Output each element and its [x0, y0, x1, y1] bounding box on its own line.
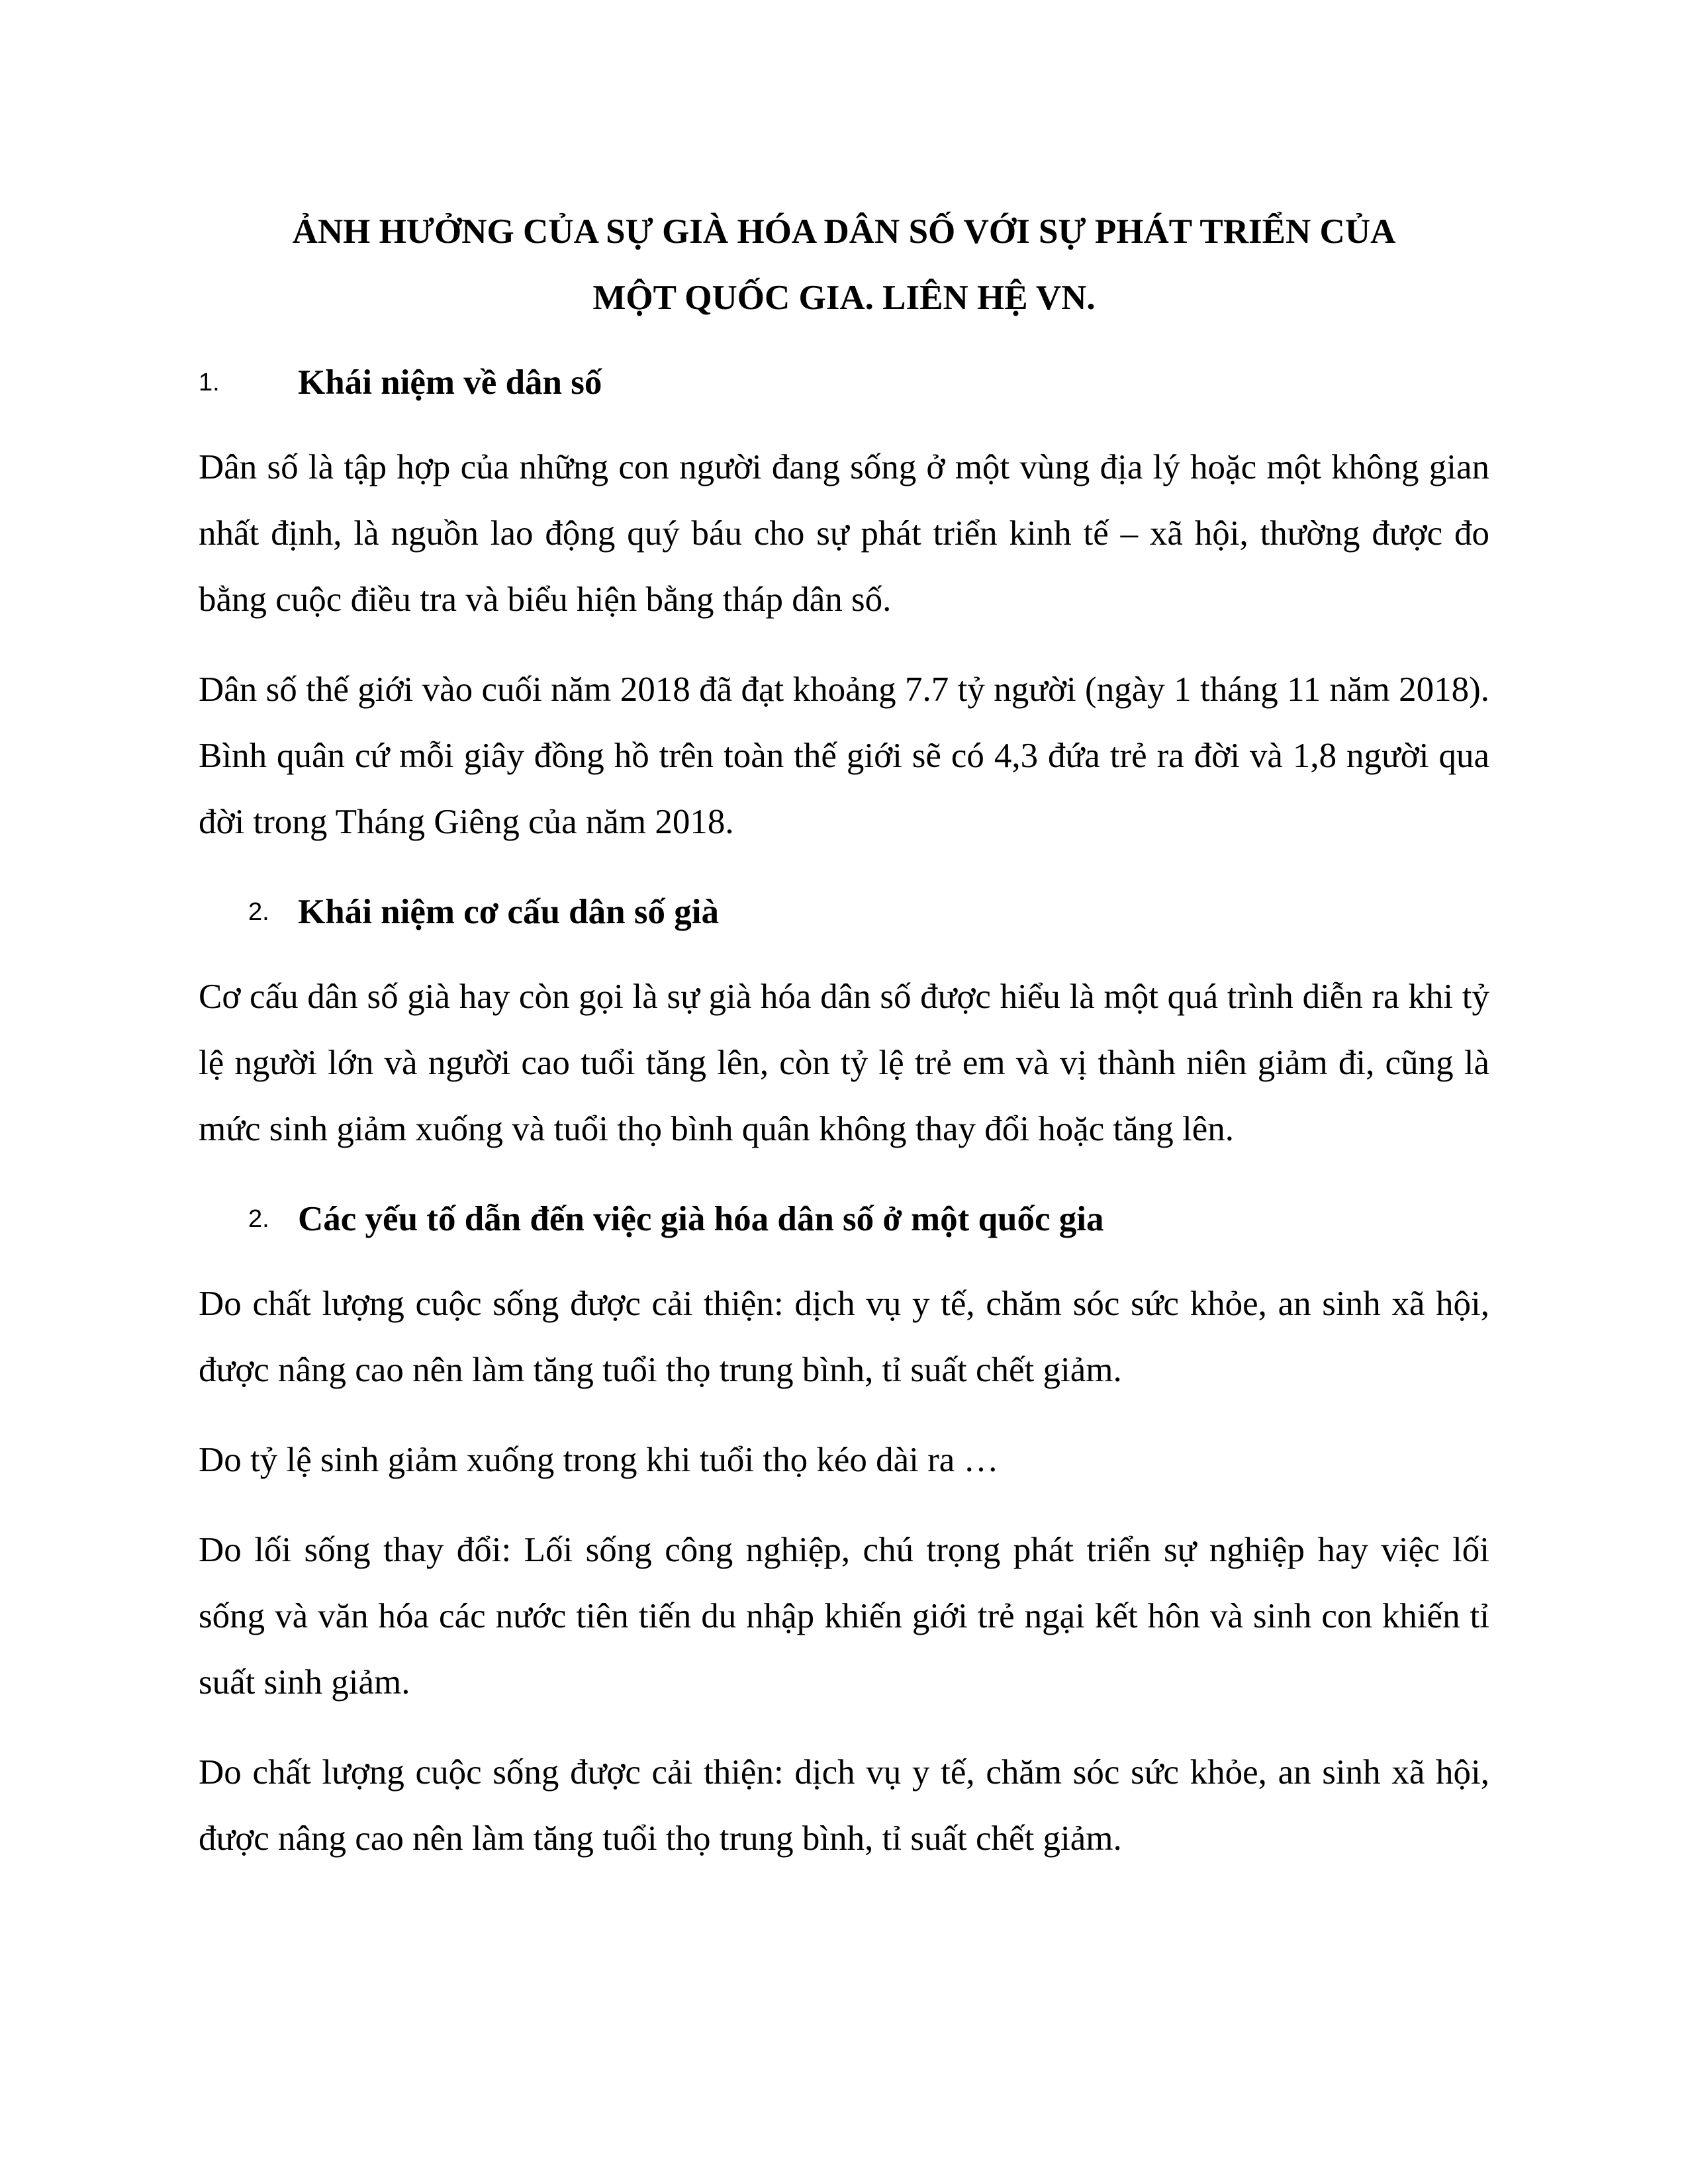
section-1-paragraph-2: Dân số thế giới vào cuối năm 2018 đã đạt khoảng 7.7 tỷ người (ngày 1 tháng 11 năm 2018). Bình quân cứ mỗi giây đồng hồ trên toàn thế giới sẽ có 4,3 đứa trẻ ra đời và 1,8 người qua đời trong Tháng Giêng của năm 2018. [199, 670, 1489, 841]
section-2-title: Khái niệm cơ cấu dân số già [298, 893, 719, 931]
section-3-paragraph-3: Do lối sống thay đổi: Lối sống công nghiệp, chú trọng phát triển sự nghiệp hay việc lối sống và văn hóa các nước tiên tiến du nhập khiến giới trẻ ngại kết hôn và sinh con khiến tỉ suất sinh giảm. [199, 1531, 1489, 1702]
section-3-heading [199, 1186, 1489, 1252]
section-1-paragraph-1: Dân số là tập hợp của những con người đang sống ở một vùng địa lý hoặc một không gian nhất định, là nguồn lao động quý báu cho sự phát triển kinh tế – xã hội, thường được đo bằng cuộc điều tra và biểu hiện bằng tháp dân số. [199, 448, 1489, 619]
section-2-heading [199, 879, 1489, 945]
section-2-paragraph-1: Cơ cấu dân số già hay còn gọi là sự già hóa dân số được hiểu là một quá trình diễn ra khi tỷ lệ người lớn và người cao tuổi tăng lên, còn tỷ lệ trẻ em và vị thành niên giảm đi, cũng là mức sinh giảm xuống và tuổi thọ bình quân không thay đổi hoặc tăng lên. [199, 978, 1489, 1148]
section-3-number: 2. [248, 1205, 269, 1233]
document-page [199, 199, 1489, 1872]
section-3-paragraph-4: Do chất lượng cuộc sống được cải thiện: dịch vụ y tế, chăm sóc sức khỏe, an sinh xã hội, được nâng cao nên làm tăng tuổi thọ trung bình, tỉ suất chết giảm. [199, 1753, 1489, 1858]
document-title-line-1: ẢNH HƯỞNG CỦA SỰ GIÀ HÓA DÂN SỐ VỚI SỰ PHÁT TRIỂN CỦA [292, 212, 1396, 251]
section-3-paragraph-2: Do tỷ lệ sinh giảm xuống trong khi tuổi thọ kéo dài ra … [199, 1441, 999, 1479]
section-1-title: Khái niệm về dân số [298, 363, 602, 402]
section-3-title: Các yếu tố dẫn đến việc già hóa dân số ở một quốc gia [298, 1200, 1104, 1238]
document-title-line-2: MỘT QUỐC GIA. LIÊN HỆ VN. [592, 279, 1096, 317]
section-1-number: 1. [199, 369, 220, 396]
section-3-paragraph-1: Do chất lượng cuộc sống được cải thiện: dịch vụ y tế, chăm sóc sức khỏe, an sinh xã hội, được nâng cao nên làm tăng tuổi thọ trung bình, tỉ suất chết giảm. [199, 1285, 1489, 1389]
section-1-heading [199, 349, 1489, 416]
section-2-number: 2. [248, 898, 269, 926]
